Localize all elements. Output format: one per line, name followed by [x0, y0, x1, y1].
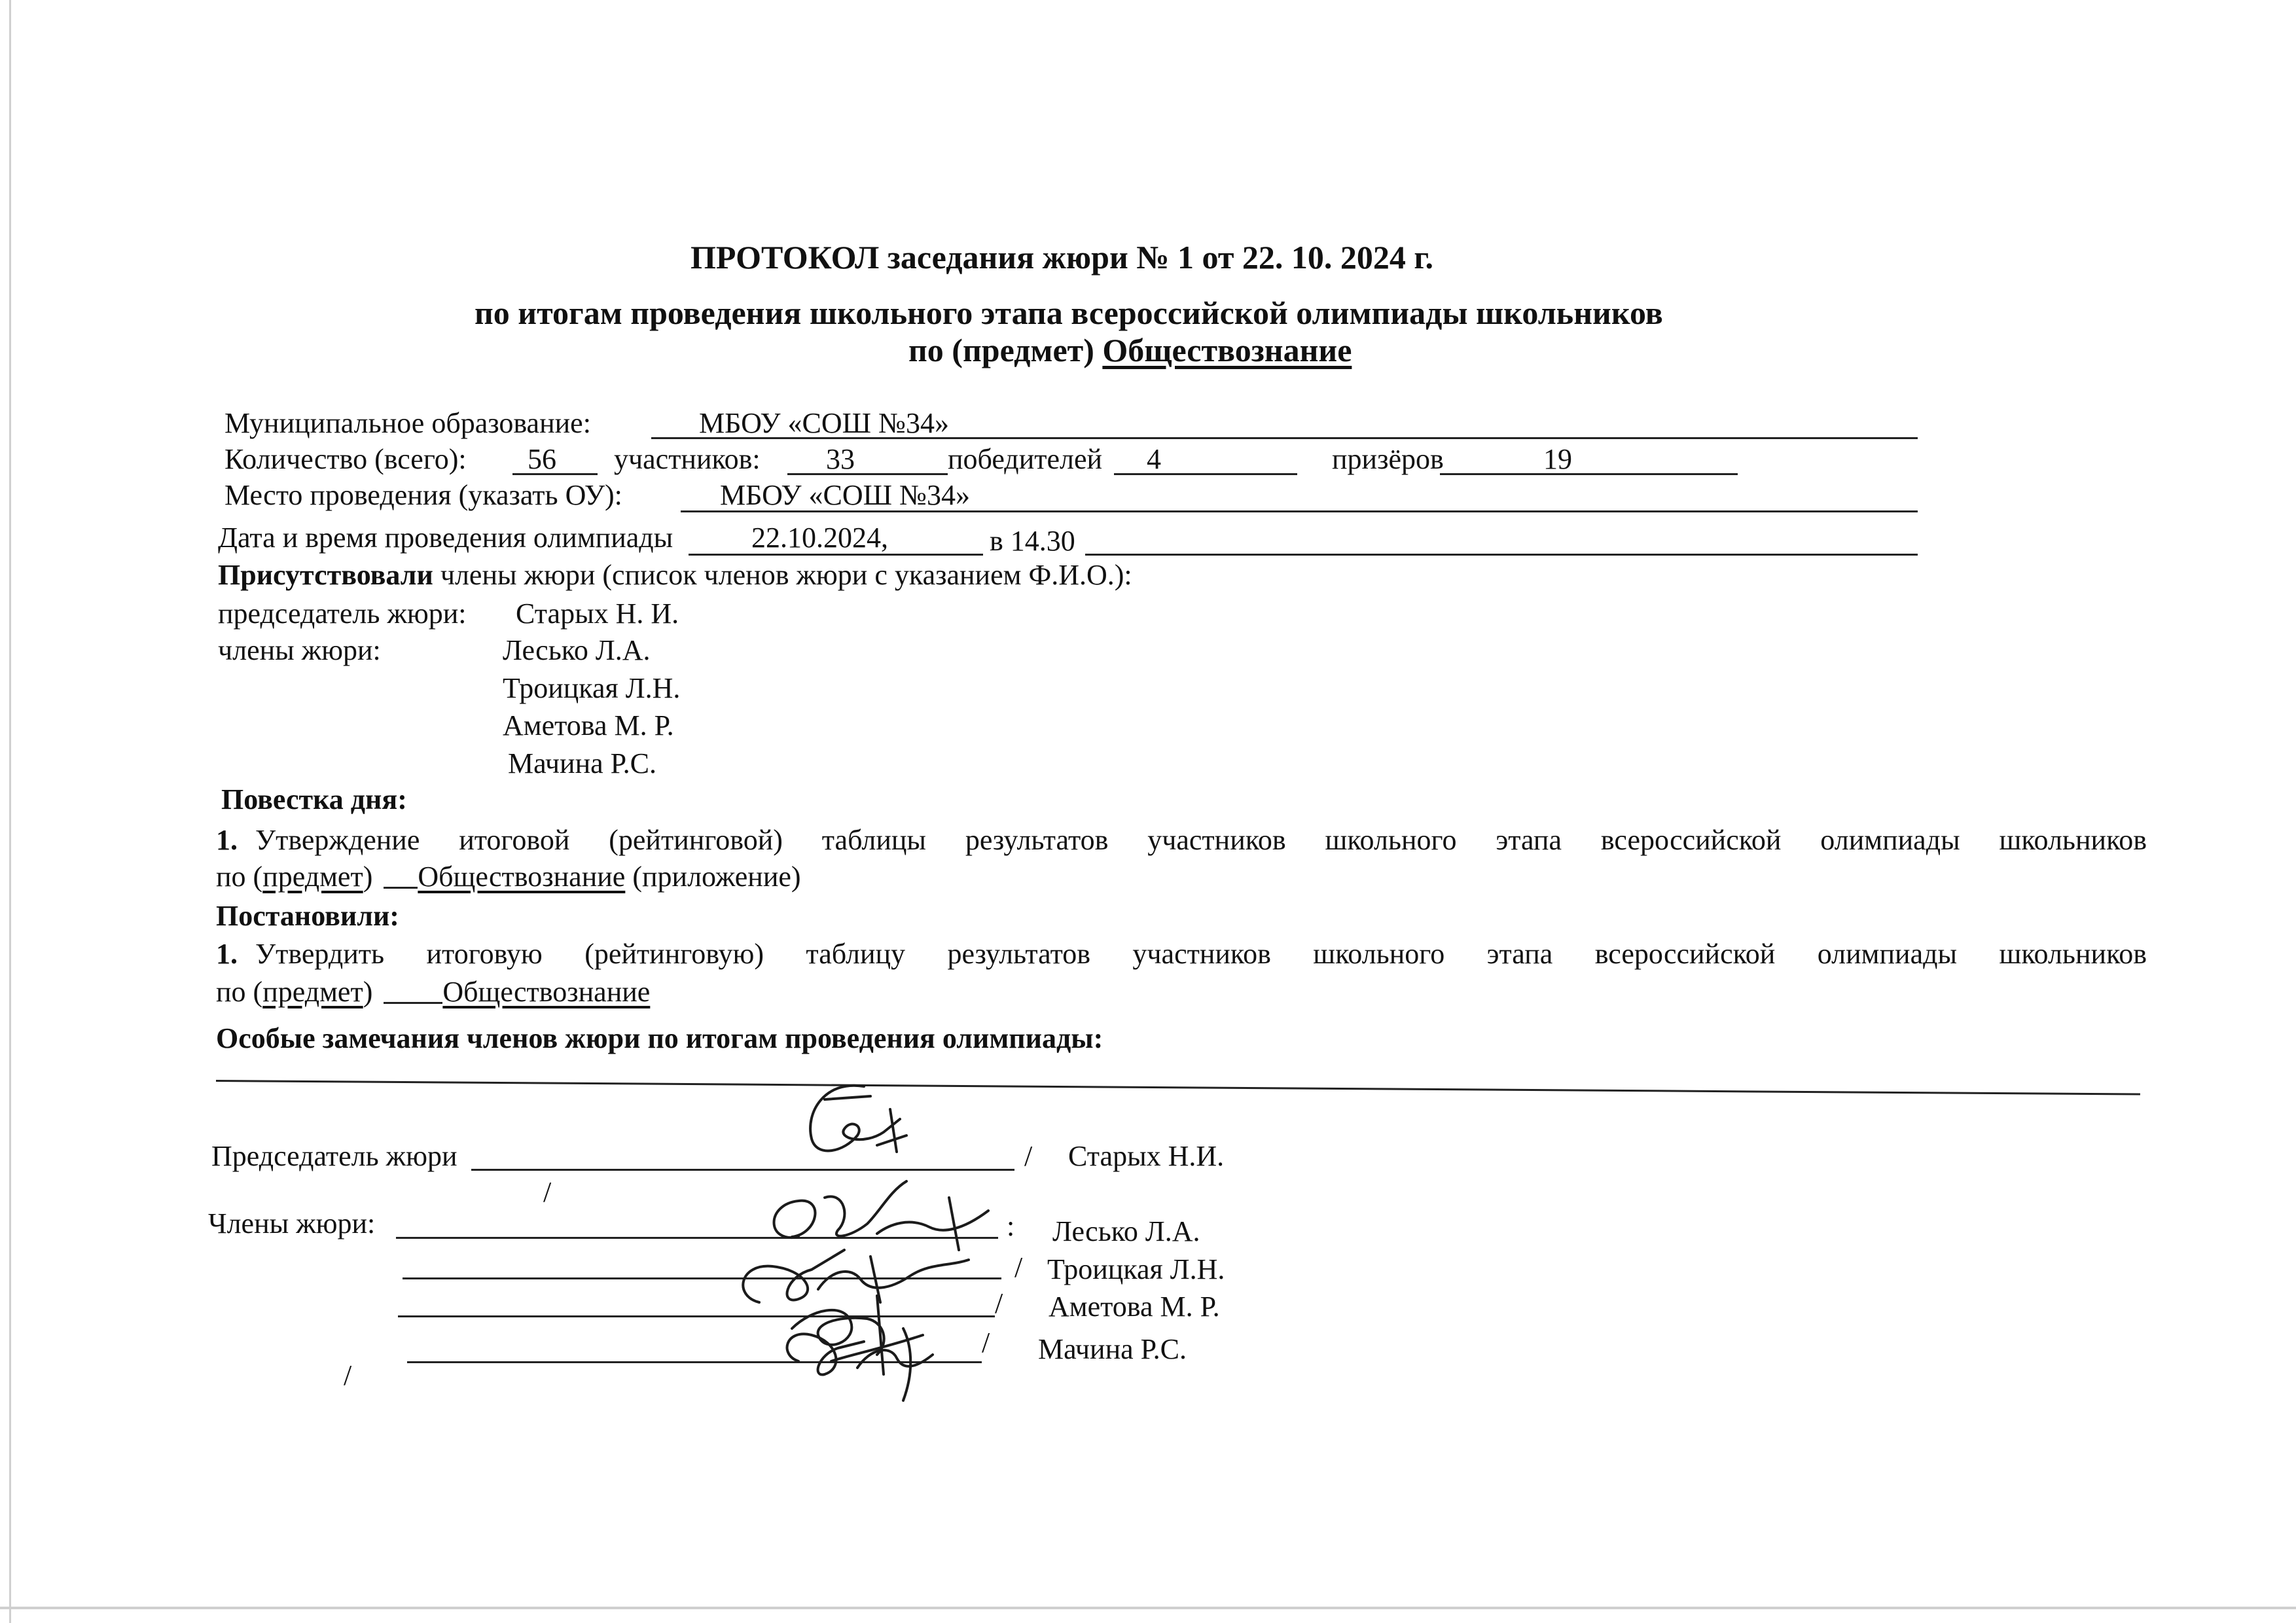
agenda-heading: Повестка дня: — [221, 783, 407, 815]
scan-edge-bottom — [0, 1607, 2296, 1609]
participants-label: участников: — [614, 443, 761, 475]
date-value: 22.10.2024, — [751, 522, 888, 554]
resolution-item-line-1: Утвердить итоговую (рейтинговую) таблицу результатов участников школьного этапа всероссийской олимпиады школьников — [255, 938, 2147, 970]
date-line — [689, 554, 983, 556]
participants-line — [787, 473, 948, 475]
signature-member-name-2: Троицкая Л.Н. — [1047, 1253, 1225, 1285]
agenda-prefix: по ( — [216, 861, 263, 893]
date-label: Дата и время проведения олимпиады — [218, 522, 673, 554]
signature-member-name-3: Аметова М. Р. — [1049, 1291, 1220, 1323]
agenda-item-line-1: Утверждение итоговой (рейтинговой) таблицы результатов участников школьного этапа всероссийской олимпиады школьников — [255, 824, 2147, 856]
title-line-3 — [908, 334, 1352, 366]
signature-chair-slash: / — [1024, 1140, 1033, 1172]
scan-edge-left — [9, 0, 11, 1623]
stray-slash-2: / — [344, 1359, 352, 1391]
member-name-4: Мачина Р.С. — [508, 747, 656, 779]
winners-label: победителей — [948, 443, 1103, 475]
attendance-heading-bold: Присутствовали — [218, 559, 433, 591]
agenda-word: предмет — [262, 861, 363, 893]
member-name-1: Лесько Л.А. — [503, 634, 651, 666]
signature-member-name-4: Мачина Р.С. — [1038, 1333, 1187, 1365]
time-value: в 14.30 — [990, 525, 1075, 557]
agenda-blank — [384, 887, 418, 889]
time-line — [1085, 554, 1918, 556]
signature-chair-name: Старых Н.И. — [1068, 1140, 1225, 1172]
chair-name: Старых Н. И. — [516, 597, 679, 630]
count-label: Количество (всего): — [224, 443, 467, 475]
signature-member-sep-4: / — [982, 1327, 990, 1359]
member-name-2: Троицкая Л.Н. — [503, 672, 681, 704]
title-subject-prefix: по (предмет) — [908, 332, 1094, 368]
signature-chair-label: Председатель жюри — [211, 1140, 457, 1172]
signature-member-sep-1: : — [1007, 1210, 1015, 1242]
signature-chair-line — [471, 1169, 1014, 1171]
agenda-subject: Обществознание — [418, 861, 626, 893]
member-name-3: Аметова М. Р. — [503, 709, 674, 741]
agenda-item-line-2 — [216, 863, 801, 891]
resolution-item-number: 1. — [216, 938, 238, 970]
agenda-item-number: 1. — [216, 824, 238, 856]
stray-slash-1: / — [543, 1176, 552, 1208]
resolution-word: предмет — [262, 976, 363, 1008]
title-line-2: по итогам проведения школьного этапа всероссийской олимпиады школьников — [475, 294, 1663, 331]
resolution-subject: Обществознание — [442, 976, 651, 1008]
title-line-1: ПРОТОКОЛ заседания жюри № 1 от 22. 10. 2024 г. — [691, 239, 1433, 276]
municipality-label: Муниципальное образование: — [224, 407, 591, 439]
agenda-suffix: (приложение) — [632, 861, 801, 893]
winners-value: 4 — [1147, 443, 1161, 475]
participants-value: 33 — [826, 443, 855, 475]
prizewinners-label: призёров — [1332, 443, 1444, 475]
attendance-heading-rest: члены жюри (список членов жюри с указанием Ф.И.О.): — [440, 559, 1132, 591]
agenda-close: ) — [363, 861, 373, 893]
prizewinners-line — [1440, 473, 1738, 475]
attendance-heading — [218, 561, 1132, 590]
signature-members-label: Члены жюри: — [208, 1207, 376, 1240]
resolution-heading: Постановили: — [216, 900, 399, 932]
municipality-value: МБОУ «СОШ №34» — [699, 407, 950, 439]
venue-label: Место проведения (указать ОУ): — [224, 479, 622, 511]
members-label: члены жюри: — [218, 634, 381, 666]
signature-member-sep-3: / — [995, 1287, 1003, 1319]
chair-signature-mark — [785, 1073, 929, 1178]
count-value: 56 — [528, 443, 556, 475]
resolution-item-line-2 — [216, 978, 650, 1007]
remarks-heading: Особые замечания членов жюри по итогам проведения олимпиады: — [216, 1022, 1103, 1054]
title-subject: Обществознание — [1102, 332, 1352, 368]
resolution-blank — [384, 1002, 442, 1004]
resolution-close: ) — [363, 976, 373, 1008]
remarks-line — [216, 1080, 2140, 1096]
signature-member-sep-2: / — [1014, 1251, 1023, 1283]
prizewinners-value: 19 — [1543, 443, 1572, 475]
chair-label: председатель жюри: — [218, 597, 467, 630]
venue-value: МБОУ «СОШ №34» — [720, 479, 971, 511]
member-4-signature-mark — [772, 1309, 969, 1407]
resolution-prefix: по ( — [216, 976, 263, 1008]
winners-line — [1114, 473, 1297, 475]
signature-member-name-1: Лесько Л.А. — [1052, 1215, 1200, 1247]
